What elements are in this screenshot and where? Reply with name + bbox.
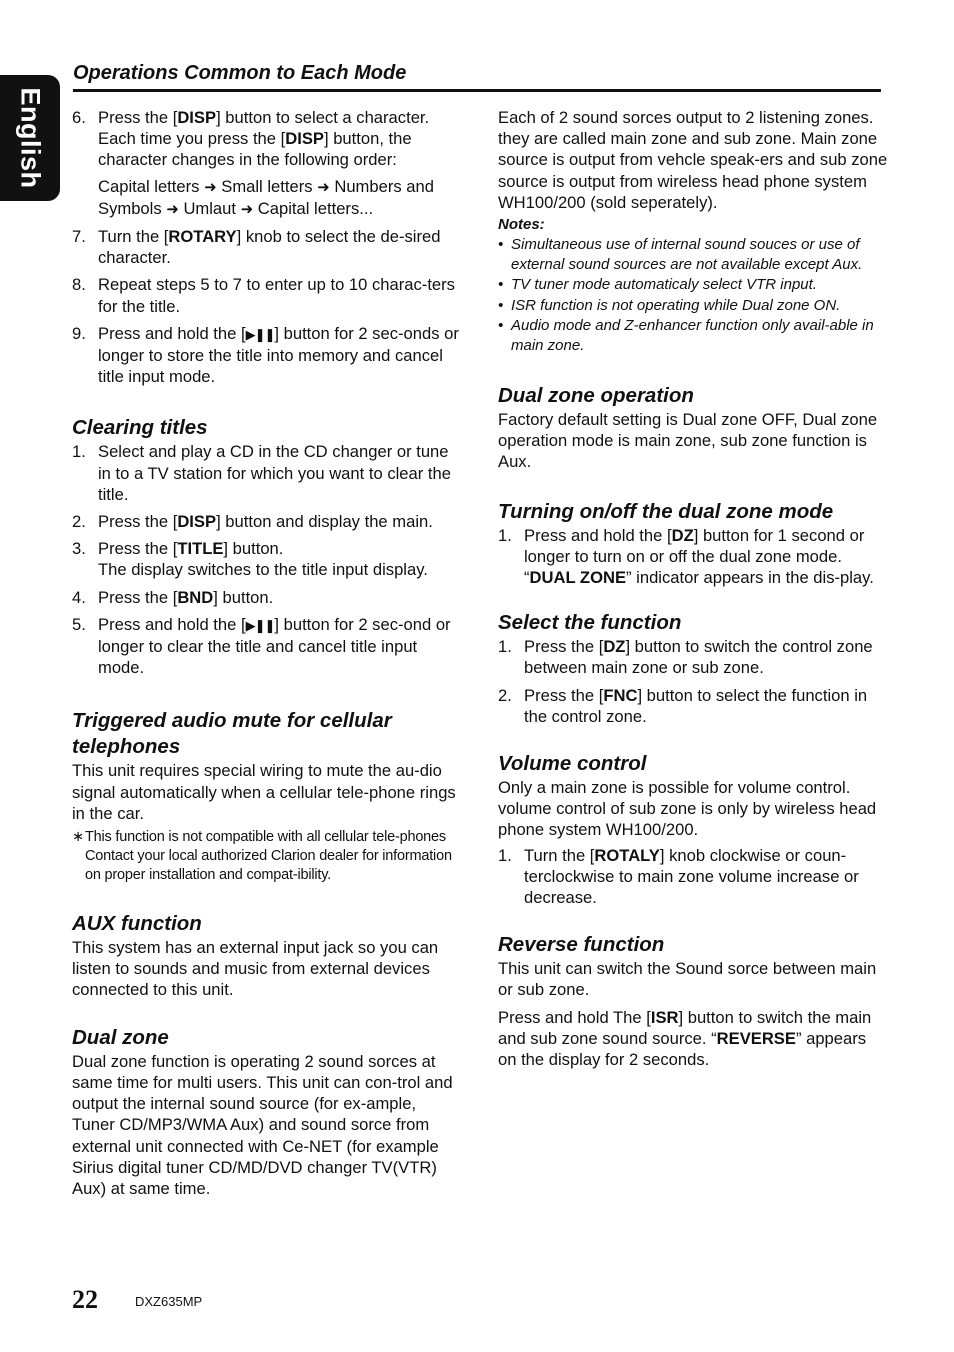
model-number: DXZ635MP — [135, 1294, 203, 1309]
heading-volume-control: Volume control — [498, 752, 647, 776]
list-item: 9. Press and hold the [▶❚❚] button for 2 sec-onds or longer to store the title into memory and cancel title input mode. — [72, 323, 459, 387]
arrow-right-icon: ➜ — [317, 178, 330, 196]
heading-aux-function: AUX function — [72, 912, 202, 936]
list-item: 2. Press the [DISP] button and display the main. — [72, 512, 433, 532]
notes-heading: Notes: — [498, 216, 545, 234]
page-number: 22 — [72, 1285, 98, 1314]
heading-dual-zone-toggle: Turning on/off the dual zone mode — [498, 499, 834, 523]
list-item: 6. Press the [DISP] button to select a character. Each time you press the [DISP] button, the character changes in the following order: Capital letters ➜ Small letters ➜ Numbers and Symbols ➜ Umlaut ➜ Capital letters... — [72, 107, 462, 220]
paragraph: This unit requires special wiring to mute the au-dio signal automatically when a cellular tele-phone rings in the car. — [72, 761, 456, 823]
bullet-icon: • — [498, 296, 504, 314]
arrow-right-icon: ➜ — [240, 200, 254, 218]
note-item: • Simultaneous use of internal sound souces or use of external sound sources are not available except Aux. — [498, 236, 863, 273]
list-item: 7. Turn the [ROTARY] knob to select the de-sired character. — [72, 227, 441, 268]
heading-dual-zone: Dual zone — [72, 1025, 169, 1049]
list-item: 1. Press and hold the [DZ] button for 1 second or longer to turn on or off the dual zone mode. “DUAL ZONE” indicator appears in the dis-play. — [498, 525, 874, 588]
paragraph: This unit can switch the Sound sorce between main or sub zone. — [498, 959, 877, 1000]
heading-clearing-titles: Clearing titles — [72, 416, 208, 440]
heading-reverse-function: Reverse function — [498, 933, 665, 957]
note-item: • ISR function is not operating while Dual zone ON. — [498, 296, 841, 314]
section-header — [73, 60, 881, 92]
list-item: 2. Press the [FNC] button to select the function in the control zone. — [498, 685, 868, 726]
asterisk-icon: ∗ — [72, 829, 84, 846]
paragraph: Only a main zone is possible for volume control. volume control of sub zone is only by wireless head phone system WH100/200. — [498, 778, 877, 840]
play-pause-icon: ▶❚❚ — [245, 617, 275, 633]
paragraph: Factory default setting is Dual zone OFF, Dual zone operation mode is main zone, sub zone function is Aux. — [498, 410, 878, 472]
list-item: 1. Turn the [ROTALY] knob clockwise or coun-terclockwise to main zone volume increase or decrease. — [498, 845, 859, 908]
list-item: 1. Press the [DZ] button to switch the control zone between main zone or sub zone. — [498, 637, 873, 678]
left-column — [72, 107, 462, 1205]
list-item: 3. Press the [TITLE] button. The display switches to the title input display. — [72, 539, 428, 580]
paragraph: Each of 2 sound sorces output to 2 listening zones. they are called main zone and sub zone. Main zone source is output from vehcle speak-ers and sub zone source is output from wireless head phone system WH100/200 (sold seperately). — [498, 108, 888, 212]
play-pause-icon: ▶❚❚ — [245, 326, 275, 342]
bullet-icon: • — [498, 236, 504, 254]
character-sequence: Capital letters ➜ Small letters ➜ Numbers and Symbols ➜ Umlaut ➜ Capital letters... — [98, 176, 434, 218]
paragraph: This system has an external input jack so you can listen to sounds and music from external devices connected to this unit. — [72, 938, 439, 1000]
list-item: 5. Press and hold the [▶❚❚] button for 2 sec-ond or longer to clear the title and cancel title input mode. — [72, 614, 451, 678]
footnote: ∗ This function is not compatible with all cellular tele-phones Contact your local authorized Clarion dealer for information on proper installation and compat-ibility. — [72, 829, 452, 884]
paragraph: Press and hold The [ISR] button to switch the main and sub zone sound source. “REVERSE” appears on the display for 2 seconds. — [498, 1007, 872, 1070]
bullet-icon: • — [498, 317, 504, 335]
paragraph: Dual zone function is operating 2 sound sorces at same time for multi users. This unit can con-trol and output the internal sound source (for ex-ample, Tuner CD/MP3/WMA Aux) and sound sorce from external unit connected with Ce-NET (for example Sirius digital tuner CD/MD/DVD changer TV(VTR) Aux) at same time. — [72, 1051, 453, 1198]
arrow-right-icon: ➜ — [204, 178, 217, 196]
heading-dual-zone-operation: Dual zone operation — [498, 384, 694, 408]
list-item: 1. Select and play a CD in the CD changer or tune in to a TV station for which you want to clear the title. — [72, 442, 451, 504]
language-tab — [0, 75, 60, 201]
page-title: Operations Common to Each Mode — [73, 62, 407, 84]
list-item: 8. Repeat steps 5 to 7 to enter up to 10 charac-ters for the title. — [72, 275, 455, 316]
note-item: • TV tuner mode automaticaly select VTR input. — [498, 276, 817, 294]
language-tab-label: English — [15, 87, 46, 189]
bullet-icon: • — [498, 276, 504, 294]
list-item: 4. Press the [BND] button. — [72, 587, 274, 607]
right-column — [498, 107, 888, 1076]
arrow-right-icon: ➜ — [166, 200, 179, 218]
heading-select-function: Select the function — [498, 611, 682, 635]
heading-audio-mute: Triggered audio mute for cellular telephones — [72, 709, 392, 759]
note-item: • Audio mode and Z-enhancer function only avail-able in main zone. — [498, 317, 874, 354]
